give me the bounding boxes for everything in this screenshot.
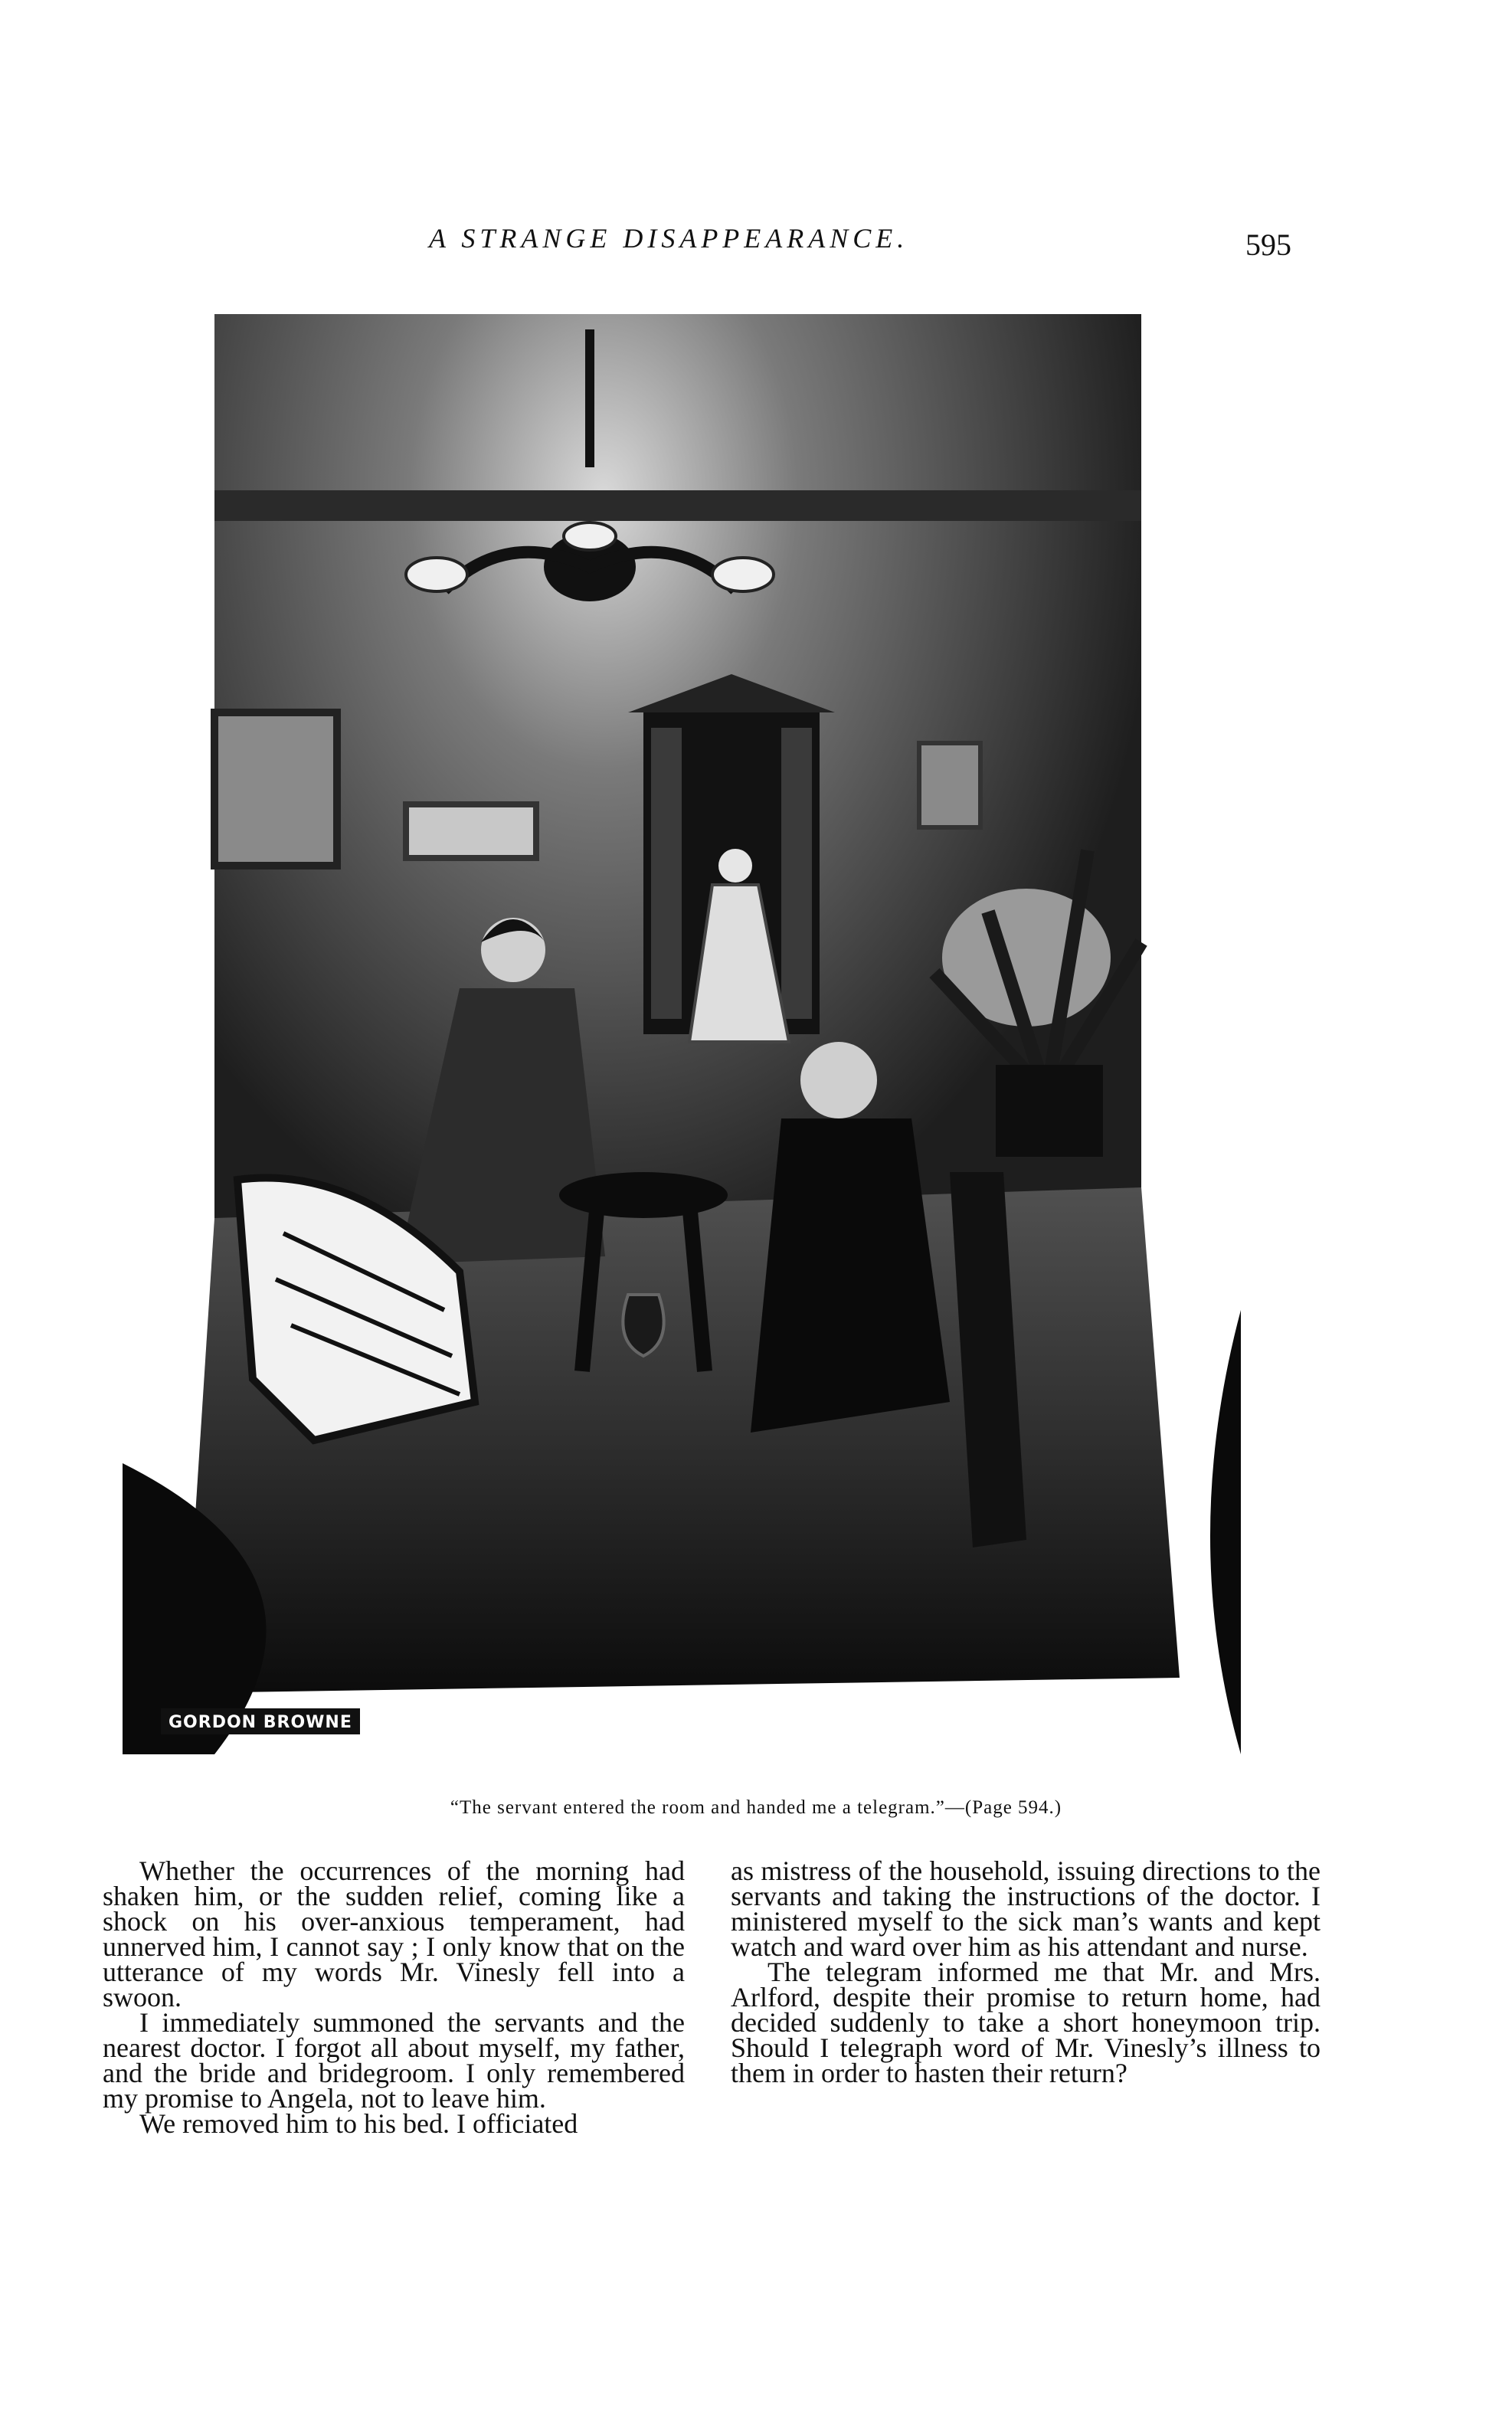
paragraph: The telegram informed me that Mr. and Mrs. Arlford, despite their promise to return home, had decided suddenly to take a short honeymoon trip. Should I telegraph word of Mr. Vinesly’s illness to them in order to hasten their return? — [731, 1957, 1321, 2088]
chandelier-shade-left — [406, 558, 467, 591]
wall-picture-right — [919, 743, 980, 827]
artist-signature: GORDON BROWNE — [169, 1713, 352, 1732]
running-title: A STRANGE DISAPPEARANCE. — [429, 223, 909, 254]
ceiling-band — [214, 490, 1141, 521]
chandelier-shade-center — [564, 522, 616, 550]
wall-picture-small — [406, 804, 536, 858]
table-top — [559, 1172, 728, 1218]
servant-head — [718, 849, 752, 883]
illustration-caption: “The servant entered the room and handed me a telegram.”—(Page 594.) — [450, 1797, 1062, 1818]
man-head — [800, 1042, 877, 1118]
right-column — [731, 1855, 1321, 2088]
illustration-drawing — [123, 314, 1241, 1754]
curtain-right — [781, 728, 812, 1019]
paragraph: I immediately summoned the servants and the nearest doctor. I forgot all about myself, my father, and the bride and bridegroom. I only remembered my promise to Angela, not to leave him. — [103, 2007, 685, 2114]
paragraph: We removed him to his bed. I officiated — [139, 2108, 578, 2139]
illustration — [123, 314, 1241, 1754]
wall-picture-left — [214, 712, 337, 866]
page-number: 595 — [1245, 228, 1291, 262]
curtain-left — [651, 728, 682, 1019]
left-column — [103, 1855, 685, 2139]
paragraph: Whether the occurrences of the morning had shaken him, or the sudden relief, coming like a shock on his over-anxious temperament, had unnerved him, I cannot say ; I only know that on the utterance of my words Mr. Vinesly fell into a swoon. — [103, 1855, 685, 2012]
chandelier-shade-right — [712, 558, 774, 591]
running-header — [0, 222, 1512, 268]
paragraph: as mistress of the household, issuing directions to the servants and taking the instructions of the doctor. I ministered myself to the sick man’s wants and kept watch and ward over him as his attendant and nurse. — [731, 1855, 1321, 1962]
palm-pot — [996, 1065, 1103, 1157]
